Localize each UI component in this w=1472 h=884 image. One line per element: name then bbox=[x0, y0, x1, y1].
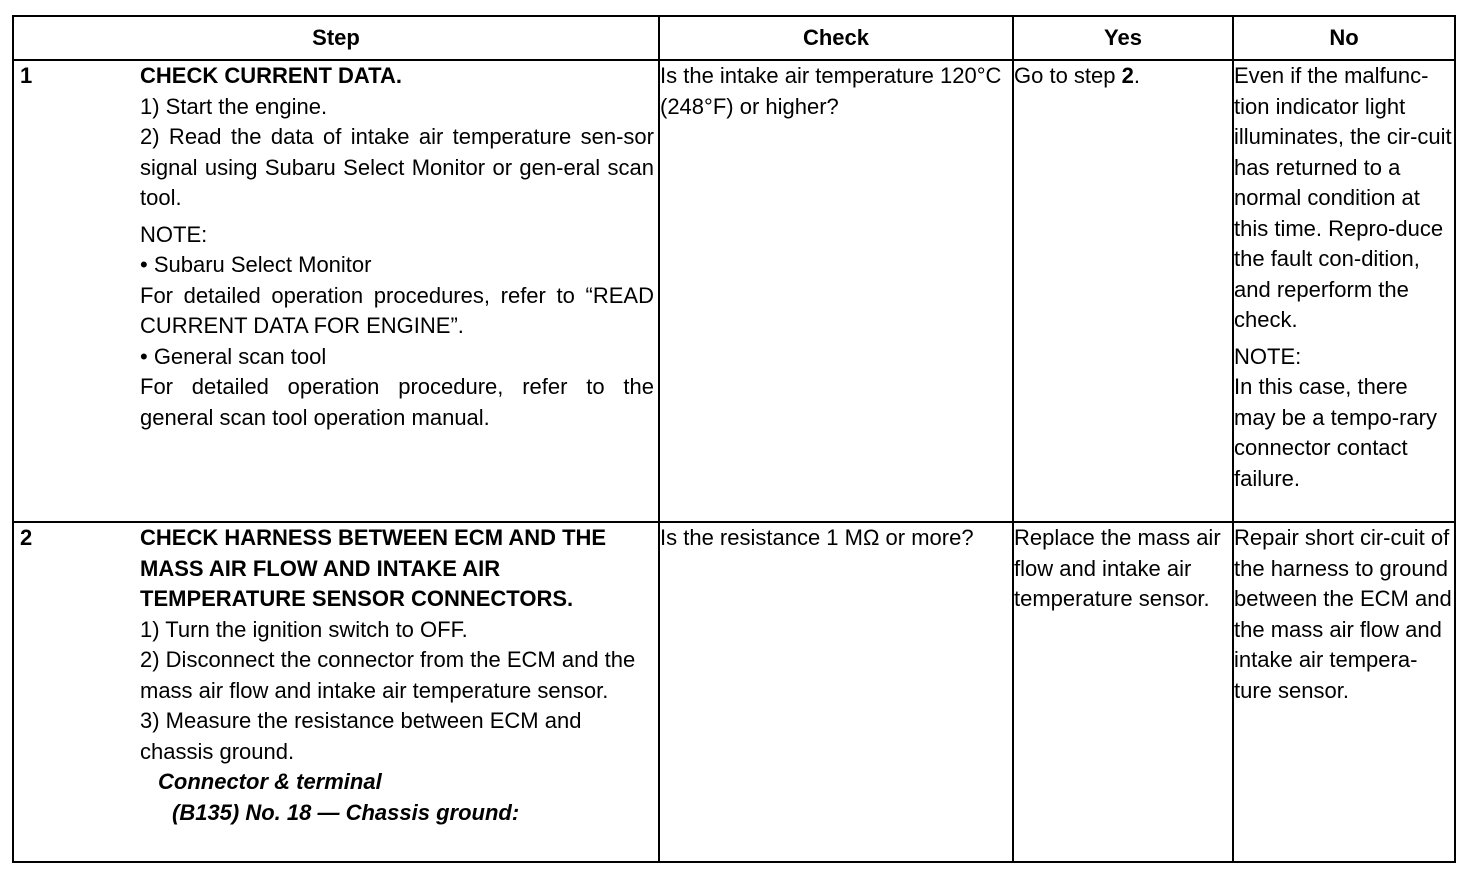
header-step: Step bbox=[13, 16, 659, 60]
step-instruction: 3) Measure the resistance between ECM and chassis ground. bbox=[140, 708, 582, 764]
step-number: 1 bbox=[20, 63, 33, 88]
table-header-row bbox=[13, 16, 1455, 60]
note-bullet: • Subaru Select Monitor bbox=[140, 252, 372, 277]
note-bullet: • General scan tool bbox=[140, 343, 327, 369]
header-yes: Yes bbox=[1013, 16, 1233, 60]
no-cell bbox=[1233, 522, 1455, 862]
yes-suffix: . bbox=[1133, 63, 1140, 88]
yes-action bbox=[1014, 61, 1232, 92]
yes-cell bbox=[1013, 522, 1233, 862]
step-cell bbox=[13, 60, 659, 522]
check-question: Is the intake air temperature 120°C (248°F) or higher? bbox=[660, 63, 1002, 119]
yes-step-ref: 2 bbox=[1121, 63, 1134, 88]
note-label: NOTE: bbox=[140, 221, 208, 247]
no-action: Repair short cir-cuit of the harness to ground between the ECM and the mass air flow and intake air tempera-ture sensor. bbox=[1234, 525, 1452, 703]
header-check: Check bbox=[659, 16, 1013, 60]
connector-label: Connector & terminal bbox=[158, 769, 382, 794]
step-cell bbox=[13, 522, 659, 862]
note-text: For detailed operation procedures, refer to “READ CURRENT DATA FOR ENGINE”. bbox=[140, 282, 654, 338]
step-title: CHECK HARNESS BETWEEN ECM AND THE MASS AIR FLOW AND INTAKE AIR TEMPERATURE SENSOR CONNECTORS. bbox=[140, 525, 607, 611]
yes-prefix: Go to step bbox=[1014, 63, 1122, 88]
diagnostic-table bbox=[12, 15, 1456, 863]
no-note-label: NOTE: bbox=[1234, 343, 1302, 369]
yes-cell bbox=[1013, 60, 1233, 522]
step-title: CHECK CURRENT DATA. bbox=[140, 63, 402, 88]
header-no: No bbox=[1233, 16, 1455, 60]
step-number: 2 bbox=[20, 525, 33, 550]
no-note: In this case, there may be a tempo-rary connector contact failure. bbox=[1234, 374, 1437, 491]
check-question: Is the resistance 1 MΩ or more? bbox=[660, 525, 974, 550]
step-instruction: 2) Read the data of intake air temperature sen-sor signal using Subaru Select Monitor or gen-eral scan tool. bbox=[140, 124, 654, 210]
note-text: For detailed operation procedure, refer to the general scan tool operation manual. bbox=[140, 374, 654, 430]
table-row bbox=[13, 522, 1455, 862]
step-instruction: 2) Disconnect the connector from the ECM and the mass air flow and intake air temperature sensor. bbox=[140, 647, 636, 703]
no-action: Even if the malfunc-tion indicator light illuminates, the cir-cuit has returned to a normal condition at this time. Repro-duce the fault con-dition, and reperform the check. bbox=[1234, 63, 1452, 332]
check-cell bbox=[659, 60, 1013, 522]
step-instruction: 1) Turn the ignition switch to OFF. bbox=[140, 616, 468, 642]
no-cell bbox=[1233, 60, 1455, 522]
yes-action: Replace the mass air flow and intake air temperature sensor. bbox=[1014, 525, 1221, 611]
check-cell bbox=[659, 522, 1013, 862]
table-row bbox=[13, 60, 1455, 522]
step-instruction: 1) Start the engine. bbox=[140, 93, 328, 119]
connector-value: (B135) No. 18 — Chassis ground: bbox=[172, 799, 520, 825]
